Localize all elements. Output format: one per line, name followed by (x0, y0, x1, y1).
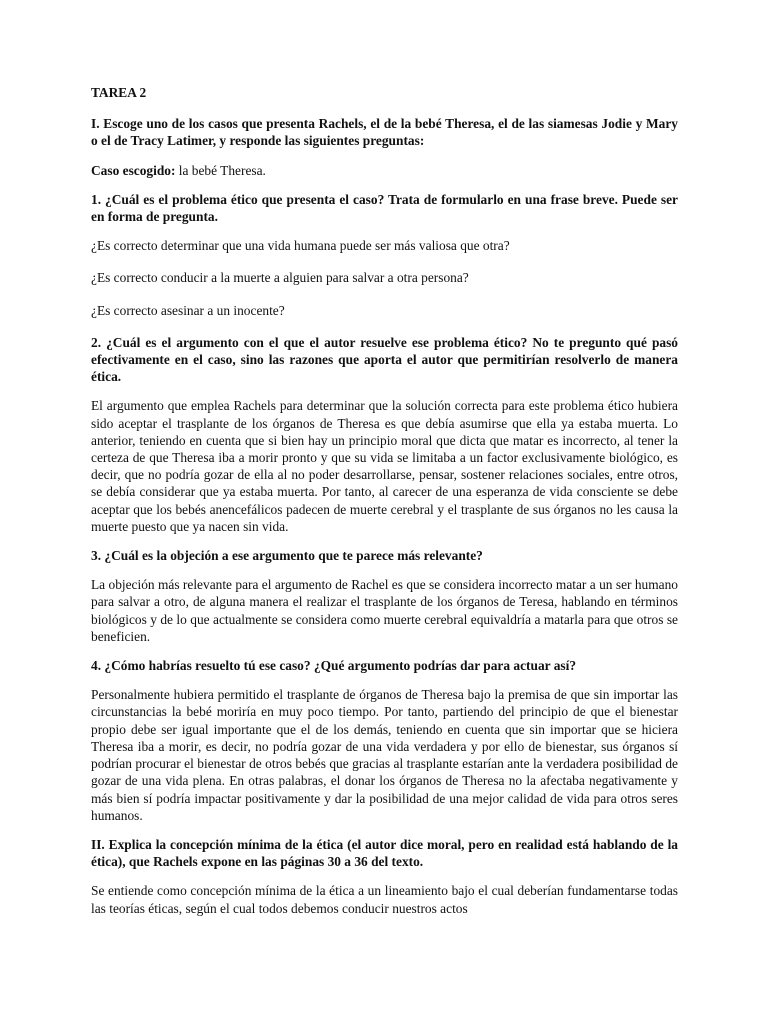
question-2: 2. ¿Cuál es el argumento con el que el autor resuelve ese problema ético? No te pregunto qué pasó efectivamente en el caso, sino las razones que aporta el autor que permitirían resolverlo de manera ética. (91, 334, 678, 385)
chosen-case-label: Caso escogido: (91, 162, 176, 178)
question-1-answer-2: ¿Es correcto conducir a la muerte a alguien para salvar a otra persona? (91, 270, 469, 286)
document-title: TAREA 2 (91, 85, 147, 100)
chosen-case (91, 162, 678, 179)
section-2-heading: II. Explica la concepción mínima de la ética (el autor dice moral, pero en realidad está hablando de la ética), que Rachels expone en las páginas 30 a 36 del texto. (91, 836, 678, 870)
question-4-answer: Personalmente hubiera permitido el trasplante de órganos de Theresa bajo la premisa de que sin importar las circunstancias la bebé moriría en muy poco tiempo. Por tanto, partiendo del principio de que el bienestar propio debe ser igual importante que el de los demás, teniendo en cuenta que sin importar que se hiciera Theresa iba a morir, es decir, no podría gozar de una vida verdadera y por ello de bienestar, sus órganos sí podrían procurar el bienestar de otros bebés que gracias al trasplante estarían ante la verdadera posibilidad de gozar de una vida plena. En otras palabras, el donar los órganos de Theresa no la afectaba negativamente y más bien sí podría impactar positivamente y dar la posibilidad de una mejor calidad de vida para otros seres humanos. (91, 687, 678, 823)
chosen-case-value: la bebé Theresa. (175, 162, 266, 178)
question-1-answer-3: ¿Es correcto asesinar a un inocente? (91, 302, 285, 318)
question-4: 4. ¿Cómo habrías resuelto tú ese caso? ¿Qué argumento podrías dar para actuar así? (91, 658, 577, 674)
question-2-answer: El argumento que emplea Rachels para determinar que la solución correcta para este problema ético hubiera sido aceptar el trasplante de los órganos de Theresa es que debía asumirse que ella ya estaba muerta. Lo anterior, teniendo en cuenta que si bien hay un principio moral que dicta que matar es incorrecto, al tener la certeza de que Theresa iba a morir pronto y que su vida se limitaba a un factor exclusivamente biológico, es decir, que no podría gozar de ella al no poder desarrollarse, pensar, sostener relaciones sociales, entre otros, se debía considerar que ya estaba muerta. Por tanto, al carecer de una esperanza de vida consciente se debe aceptar que los bebés anencefálicos padecen de muerte cerebral y el trasplante de sus órganos no les causa la muerte puesto que ya nacen sin vida. (91, 398, 678, 534)
question-3: 3. ¿Cuál es la objeción a ese argumento que te parece más relevante? (91, 548, 483, 564)
document-page (91, 84, 678, 929)
section-2-answer: Se entiende como concepción mínima de la ética a un lineamiento bajo el cual deberían fundamentarse todas las teorías éticas, según el cual todos debemos conducir nuestros actos (91, 883, 678, 916)
question-1-answer-1: ¿Es correcto determinar que una vida humana puede ser más valiosa que otra? (91, 238, 510, 254)
question-3-answer: La objeción más relevante para el argumento de Rachel es que se considera incorrecto matar a un ser humano para salvar a otro, de alguna manera el realizar el trasplante de los órganos de Teresa, hablando en términos biológicos y de lo que actualmente se considera como muerte cerebral equivaldría a matarla para que otros se beneficien. (91, 577, 678, 644)
question-1: 1. ¿Cuál es el problema ético que presenta el caso? Trata de formularlo en una frase breve. Puede ser en forma de pregunta. (91, 191, 678, 225)
section-1-heading: I. Escoge uno de los casos que presenta Rachels, el de la bebé Theresa, el de las siamesas Jodie y Mary o el de Tracy Latimer, y responde las siguientes preguntas: (91, 116, 678, 149)
